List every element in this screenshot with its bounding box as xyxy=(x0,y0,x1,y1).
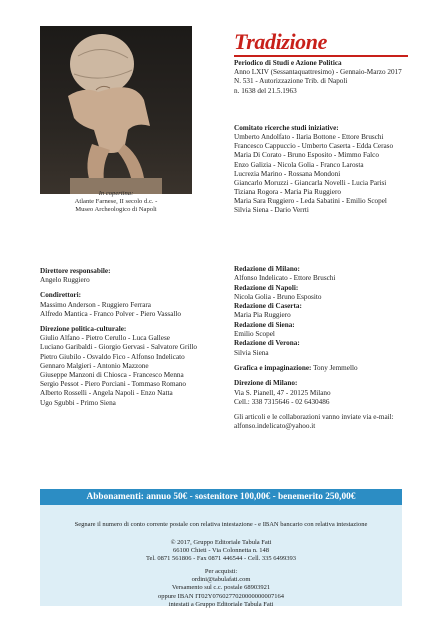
purchase-block xyxy=(40,568,402,609)
committee-heading: Comitato ricerche studi iniziative: xyxy=(234,124,339,132)
condirettori-heading: Condirettori: xyxy=(40,291,81,300)
direzione-milano-address: Via S. Pianell, 47 - 20125 Milano xyxy=(234,388,331,397)
committee-line: Enzo Galizia - Nicola Golia - Franco Larosta xyxy=(234,160,364,169)
redazione-milano: Alfonso Indelicato - Ettore Bruschi xyxy=(234,274,336,283)
committee-line: Maria Sara Ruggiero - Leda Sabatini - Emilio Scopel xyxy=(234,197,387,206)
direzione-heading: Direzione politica-culturale: xyxy=(40,325,127,334)
cover-caption-lead: In copertina: xyxy=(98,190,134,197)
publisher-line: © 2017, Gruppo Editoriale Tabula Fati xyxy=(170,539,272,546)
contributions-note: Gli articoli e le collaborazioni vanno inviate via e-mail: xyxy=(234,413,394,422)
committee-line: Tiziana Rogora - Maria Pia Ruggiero xyxy=(234,188,341,197)
cover-caption xyxy=(40,190,192,215)
contributions-email[interactable]: alfonso.indelicato@yahoo.it xyxy=(234,422,316,431)
masthead-line: Anno LXIV (Sessantaquattresimo) - Gennaio-Marzo 2017 xyxy=(234,68,402,77)
grafica-heading: Grafica e impaginazione: xyxy=(234,363,312,372)
orders-email[interactable]: ordini@tabulafati.com xyxy=(191,576,251,584)
cover-caption-line: Museo Archeologico di Napoli xyxy=(75,206,157,214)
masthead-subtitle: Periodico di Studi e Azione Politica xyxy=(234,59,342,67)
direzione-line: Giuseppe Manzoni di Chiosca - Francesco Menna xyxy=(40,371,184,380)
direzione-line: Alberto Rosselli - Angela Napoli - Enzo Natta xyxy=(40,389,173,398)
subscription-notice: Segnare il numero di conto corrente postale con relativa intestazione - e IBAN bancario con relativa intestazione xyxy=(74,521,368,528)
condirettori-line: Massimo Anderson - Ruggiero Ferrara xyxy=(40,300,151,309)
staff-left-column xyxy=(40,267,220,408)
redazione-caserta-heading: Redazione di Caserta: xyxy=(234,302,302,311)
committee-line: Umberto Andolfato - Ilaria Bottone - Ettore Bruschi xyxy=(234,133,384,142)
committee-line: Silvia Siena - Dario Verrti xyxy=(234,206,309,215)
direzione-line: Luciano Garibaldi - Giorgio Gervasi - Salvatore Grillo xyxy=(40,343,197,352)
redazione-siena: Emilio Scopel xyxy=(234,330,275,339)
direzione-line: Gennaro Malgieri - Antonio Mazzone xyxy=(40,361,149,370)
redazione-verona: Silvia Siena xyxy=(234,348,269,357)
subscription-banner: Abbonamenti: annuo 50€ - sostenitore 100,00€ - benemerito 250,00€ xyxy=(40,489,402,505)
grafica-line xyxy=(234,364,434,373)
director-name: Angelo Ruggiero xyxy=(40,276,90,285)
direzione-line: Sergio Pessot - Piero Porciani - Tommaso Romano xyxy=(40,380,186,389)
publisher-line: 66100 Chieti - Via Colonnetta n. 148 xyxy=(172,547,270,555)
director-heading: Direttore responsabile: xyxy=(40,267,111,275)
committee-line: Maria Di Corato - Bruno Esposito - Mimmo Falco xyxy=(234,151,379,160)
purchase-line: intestati a Gruppo Editoriale Tabula Fati xyxy=(168,600,274,608)
committee-line: Giancarlo Moruzzi - Giancarla Novelli - Lucia Parisi xyxy=(234,178,387,187)
redazione-caserta: Maria Pia Ruggiero xyxy=(234,311,291,320)
purchase-line: Versamento sul c.c. postale 68903921 xyxy=(171,584,271,592)
committee-line: Lucrezia Marino - Rossana Mondoni xyxy=(234,169,341,178)
logo-divider xyxy=(234,55,408,57)
purchase-line: Per acquisti: xyxy=(204,568,238,575)
atlas-statue-illustration xyxy=(40,26,192,194)
condirettori-line: Alfredo Mantica - Franco Polver - Piero Vassallo xyxy=(40,309,181,318)
publisher-line: Tel. 0871 561806 - Fax 0871 446544 - Cell. 335 6499393 xyxy=(145,555,297,563)
redazione-napoli-heading: Redazione di Napoli: xyxy=(234,283,299,292)
direzione-line: Giulio Alfano - Pietro Cerullo - Luca Gallese xyxy=(40,334,170,343)
cover-image-atlas-statue xyxy=(40,26,192,194)
direzione-milano-heading: Direzione di Milano: xyxy=(234,379,298,388)
redazione-siena-heading: Redazione di Siena: xyxy=(234,320,295,329)
direzione-milano-phone: Cell.: 338 7315646 - 02 6430486 xyxy=(234,397,330,406)
purchase-line: oppure IBAN IT02Y0760277020000000007164 xyxy=(157,592,285,600)
direzione-line: Pietro Giubilo - Osvaldo Fico - Alfonso Indelicato xyxy=(40,352,185,361)
direzione-line: Ugo Sgubbi - Primo Siena xyxy=(40,398,116,407)
redazioni-block xyxy=(234,265,434,432)
redazione-verona-heading: Redazione di Verona: xyxy=(234,339,300,348)
magazine-logo: Tradizione xyxy=(234,29,327,54)
redazione-napoli: Nicola Golia - Bruno Esposito xyxy=(234,292,322,301)
masthead-line: n. 1638 del 21.5.1963 xyxy=(234,86,297,95)
cover-caption-line: Atlante Farnese, II secolo d.c. - xyxy=(74,198,158,206)
committee-block xyxy=(234,124,434,216)
publisher-block xyxy=(40,539,402,564)
masthead-block xyxy=(234,59,434,96)
committee-line: Francesco Cappuccio - Umberto Caserta - Edda Ceraso xyxy=(234,142,394,151)
grafica-name: Tony Jemmello xyxy=(313,363,358,372)
redazione-milano-heading: Redazione di Milano: xyxy=(234,265,300,273)
masthead-line: N. 531 - Autorizzazione Trib. di Napoli xyxy=(234,77,348,86)
